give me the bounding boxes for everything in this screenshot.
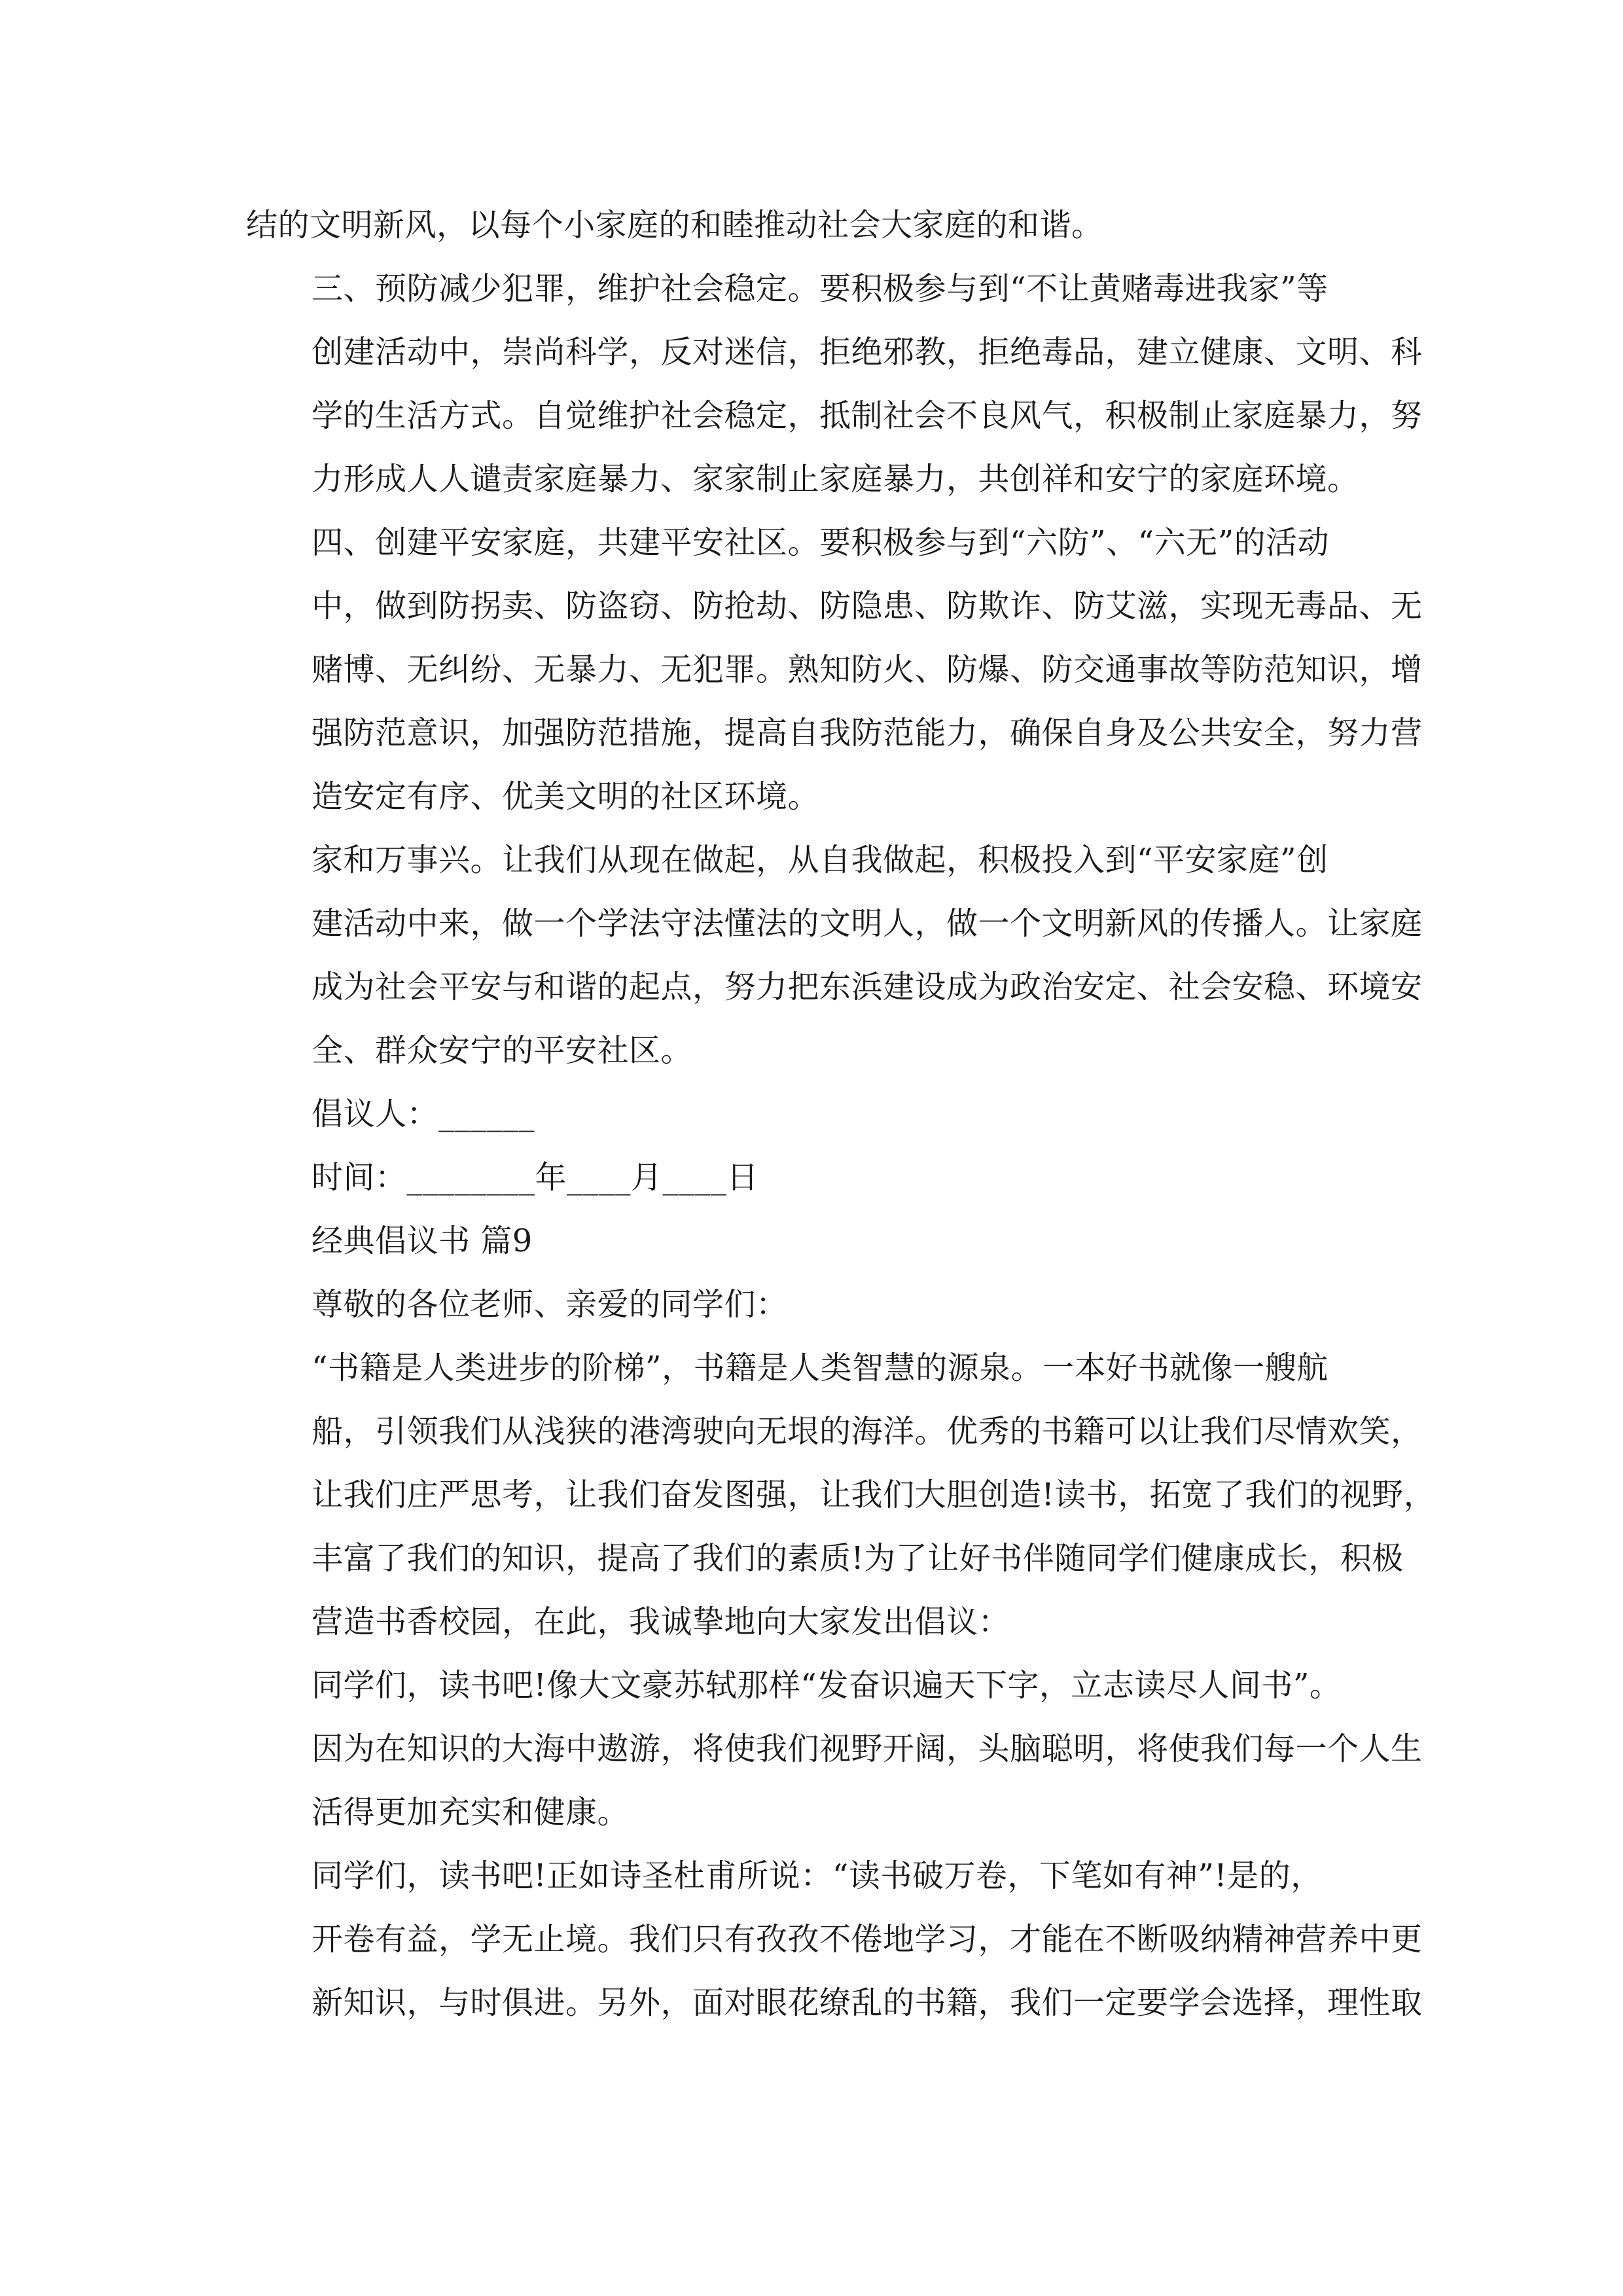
document-body: [246, 194, 1436, 2035]
text-line: 力形成人人谴责家庭暴力、家家制止家庭暴力，共创祥和安宁的家庭环境。: [312, 461, 1359, 497]
text-line: 造安定有序、优美文明的社区环境。: [312, 778, 820, 815]
text-line: 倡议人：______: [312, 1096, 535, 1132]
paragraph-closing: [246, 829, 1423, 1083]
paragraph-read-2: [246, 1844, 1423, 2035]
text-line: 新知识，与时俱进。另外，面对眼花缭乱的书籍，我们一定要学会选择，理性取: [312, 1984, 1423, 2021]
text-line: 同学们，读书吧!正如诗圣杜甫所说：“读书破万卷，下笔如有神”!是的，: [312, 1857, 1323, 1894]
text-line: 丰富了我们的知识，提高了我们的素质!为了让好书伴随同学们健康成长，积极: [312, 1540, 1404, 1577]
text-line: 中，做到防拐卖、防盗窃、防抢劫、防隐患、防欺诈、防艾滋，实现无毒品、无: [312, 588, 1423, 624]
paragraph-three: [246, 257, 1423, 511]
paragraph-heading: [246, 1210, 1378, 1273]
text-line: 建活动中来，做一个学法守法懂法的文明人，做一个文明新风的传播人。让家庭: [312, 905, 1423, 942]
text-line: 赌博、无纠纷、无暴力、无犯罪。熟知防火、防爆、防交通事故等防范知识，增: [312, 651, 1423, 688]
text-line: 三、预防减少犯罪，维护社会稳定。要积极参与到“不让黄赌毒进我家”等: [312, 270, 1329, 307]
text-line: 活得更加充实和健康。: [312, 1794, 630, 1831]
text-line: 学的生活方式。自觉维护社会稳定，抵制社会不良风气，积极制止家庭暴力，努: [312, 397, 1423, 434]
text-line: 尊敬的各位老师、亲爱的同学们：: [312, 1286, 788, 1323]
paragraph-date: [246, 1146, 1378, 1210]
paragraph-signer: [246, 1083, 1378, 1146]
paragraph-four: [246, 511, 1423, 829]
paragraph-continue: [246, 194, 1378, 257]
text-line: 家和万事兴。让我们从现在做起，从自我做起，积极投入到“平安家庭”创: [312, 842, 1329, 878]
text-line: 创建活动中，崇尚科学，反对迷信，拒绝邪教，拒绝毒品，建立健康、文明、科: [312, 334, 1423, 370]
text-line: 因为在知识的大海中遨游，将使我们视野开阔，头脑聪明，将使我们每一个人生: [312, 1731, 1423, 1767]
text-line: “书籍是人类进步的阶梯”，书籍是人类智慧的源泉。一本好书就像一艘航: [312, 1350, 1329, 1386]
text-line: 成为社会平安与和谐的起点，努力把东浜建设成为政治安定、社会安稳、环境安: [312, 969, 1423, 1005]
text-line: 开卷有益，学无止境。我们只有孜孜不倦地学习，才能在不断吸纳精神营养中更: [312, 1921, 1423, 1958]
text-line: 让我们庄严思考，让我们奋发图强，让我们大胆创造!读书，拓宽了我们的视野，: [312, 1477, 1436, 1513]
text-line: 营造书香校园，在此，我诚挚地向大家发出倡议：: [312, 1604, 1010, 1640]
text-line: 经典倡议书 篇9: [312, 1223, 533, 1259]
text-line: 时间：________年____月____日: [312, 1159, 759, 1196]
paragraph-books-intro: [246, 1336, 1436, 1654]
paragraph-read-1: [246, 1654, 1423, 1844]
text-line: 四、创建平安家庭，共建平安社区。要积极参与到“六防”、“六无”的活动: [312, 524, 1330, 561]
text-line: 同学们，读书吧!像大文豪苏轼那样“发奋识遍天下字，立志读尽人间书”。: [312, 1667, 1342, 1704]
text-line: 船，引领我们从浅狭的港湾驶向无垠的海洋。优秀的书籍可以让我们尽情欢笑，: [312, 1413, 1423, 1450]
text-line: 结的文明新风，以每个小家庭的和睦推动社会大家庭的和谐。: [246, 207, 1103, 243]
text-line: 全、群众安宁的平安社区。: [312, 1032, 693, 1069]
text-line: 强防范意识，加强防范措施，提高自我防范能力，确保自身及公共安全，努力营: [312, 715, 1423, 751]
paragraph-greeting: [246, 1273, 1378, 1336]
